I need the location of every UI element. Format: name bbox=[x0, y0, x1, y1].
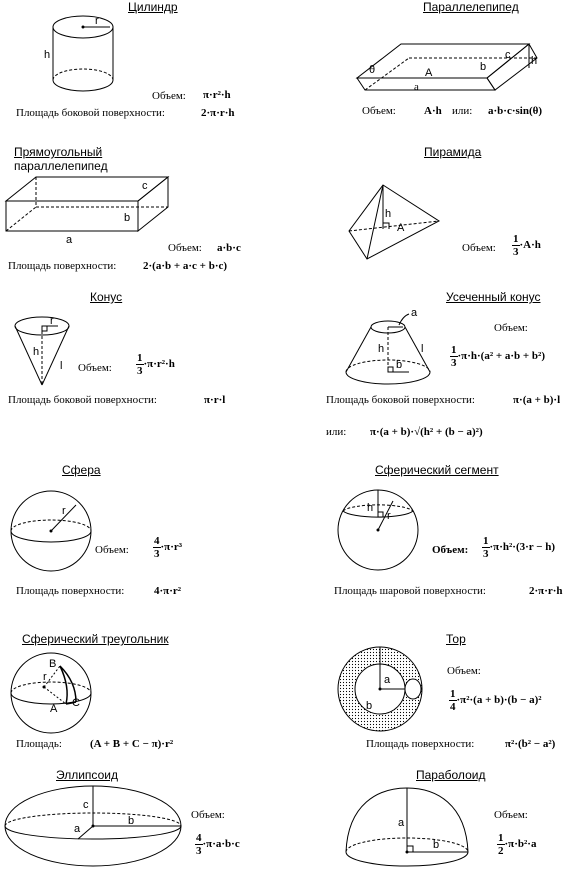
torus-frac-den: 4 bbox=[450, 701, 456, 713]
cylinder-volume-formula: π·r²·h bbox=[203, 89, 231, 101]
spherical-triangle-title: Сферический треугольник bbox=[22, 632, 169, 646]
frustum-b-label: b bbox=[396, 359, 403, 371]
ellipsoid-b-label: b bbox=[128, 815, 135, 827]
parallelepiped-or-label: или: bbox=[452, 105, 473, 117]
pyramid-volume-rest: ·A·h bbox=[519, 239, 541, 252]
frustum-volume-label: Объем: bbox=[494, 322, 528, 334]
box-b-label: b bbox=[124, 212, 131, 224]
sphere-volume-label: Объем: bbox=[95, 544, 129, 556]
pyramid-title: Пирамида bbox=[424, 145, 482, 159]
paraboloid-frac-num: 1 bbox=[498, 832, 504, 844]
box-diagram bbox=[4, 175, 174, 246]
segment-area-formula: 2·π·r·h bbox=[529, 585, 563, 597]
ellipsoid-title: Эллипсоид bbox=[56, 768, 118, 782]
spherical-triangle-area-formula: (A + B + C − π)·r² bbox=[90, 738, 174, 750]
segment-diagram bbox=[337, 489, 421, 573]
cone-diagram bbox=[12, 313, 82, 388]
spherical-triangle-B-label: B bbox=[49, 658, 57, 670]
paraboloid-b-label: b bbox=[433, 839, 440, 851]
segment-volume-rest: ·π·h²·(3·r − h) bbox=[489, 541, 556, 554]
frustum-volume-rest: ·π·h·(a² + a·b + b²) bbox=[457, 350, 546, 363]
box-area-label: Площадь поверхности: bbox=[8, 260, 117, 272]
cone-h-label: h bbox=[33, 346, 40, 358]
box-title-line2: параллелепипед bbox=[14, 159, 108, 173]
pyramid-h-label: h bbox=[385, 208, 392, 220]
frustum-title: Усеченный конус bbox=[446, 290, 541, 304]
sphere-frac-num: 4 bbox=[154, 535, 160, 547]
parallelepiped-formula2: a·b·c·sin(θ) bbox=[488, 105, 543, 117]
parallelepiped-a-label: a bbox=[414, 81, 419, 93]
pyramid-frac-den: 3 bbox=[513, 246, 519, 258]
cylinder-diagram bbox=[40, 10, 130, 100]
segment-r-label: r bbox=[387, 510, 391, 522]
pyramid-A-label: A bbox=[397, 222, 405, 234]
torus-a-label: a bbox=[384, 674, 391, 686]
segment-title: Сферический сегмент bbox=[375, 463, 499, 477]
torus-volume-label: Объем: bbox=[447, 665, 481, 677]
box-area-formula: 2·(a·b + a·c + b·c) bbox=[143, 260, 228, 272]
frustum-frac-den: 3 bbox=[451, 357, 457, 369]
parallelepiped-volume-label: Объем: bbox=[362, 105, 396, 117]
frustum-diagram bbox=[343, 308, 433, 388]
box-volume-label: Объем: bbox=[168, 242, 202, 254]
cone-l-label: l bbox=[60, 360, 63, 372]
box-c-label: c bbox=[142, 180, 148, 192]
sphere-title: Сфера bbox=[62, 463, 101, 477]
segment-volume-label: Объем: bbox=[432, 544, 469, 556]
parallelepiped-theta-label: θ bbox=[369, 64, 376, 76]
frustum-area-formula: π·(a + b)·l bbox=[513, 394, 561, 406]
sphere-frac-den: 3 bbox=[154, 548, 160, 560]
ellipsoid-a-label: a bbox=[74, 823, 81, 835]
parallelepiped-A-label: A bbox=[425, 67, 433, 79]
cone-area-formula: π·r·l bbox=[204, 394, 226, 406]
frustum-l-label: l bbox=[421, 343, 424, 355]
parallelepiped-title: Параллелепипед bbox=[423, 0, 519, 14]
frustum-frac-num: 1 bbox=[451, 344, 457, 356]
spherical-triangle-diagram bbox=[10, 652, 94, 736]
parallelepiped-diagram bbox=[355, 40, 545, 90]
ellipsoid-frac-num: 4 bbox=[196, 832, 202, 844]
torus-b-label: b bbox=[366, 700, 373, 712]
cone-frac-num: 1 bbox=[137, 352, 143, 364]
torus-title: Тор bbox=[446, 632, 466, 646]
sphere-volume-rest: ·π·r³ bbox=[160, 541, 183, 554]
cylinder-title: Цилиндр bbox=[128, 0, 178, 14]
torus-frac-num: 1 bbox=[450, 688, 456, 700]
sphere-area-formula: 4·π·r² bbox=[154, 585, 182, 597]
cone-frac-den: 3 bbox=[137, 365, 143, 377]
cylinder-h-label: h bbox=[44, 49, 51, 61]
sphere-r-label: r bbox=[62, 505, 66, 517]
cylinder-area-formula: 2·π·r·h bbox=[201, 107, 235, 119]
cone-volume-label: Объем: bbox=[78, 362, 112, 374]
spherical-triangle-A-label: A bbox=[50, 703, 58, 715]
torus-diagram bbox=[336, 645, 426, 735]
paraboloid-diagram bbox=[343, 784, 473, 870]
torus-volume-rest: ·π²·(a + b)·(b − a)² bbox=[456, 694, 542, 707]
parallelepiped-formula1: A·h bbox=[424, 105, 442, 117]
parallelepiped-b-label: b bbox=[480, 61, 487, 73]
frustum-a-label: a bbox=[411, 307, 418, 319]
box-a-label: a bbox=[66, 234, 73, 246]
segment-frac-num: 1 bbox=[483, 535, 489, 547]
ellipsoid-diagram bbox=[2, 784, 186, 870]
paraboloid-frac-den: 2 bbox=[498, 845, 504, 857]
frustum-area-label: Площадь боковой поверхности: bbox=[326, 394, 475, 406]
paraboloid-a-label: a bbox=[398, 817, 405, 829]
cone-title: Конус bbox=[90, 290, 123, 304]
paraboloid-volume-label: Объем: bbox=[494, 809, 528, 821]
paraboloid-title: Параболоид bbox=[416, 768, 486, 782]
frustum-area-formula2: π·(a + b)·√(h² + (b − a)²) bbox=[370, 426, 483, 438]
spherical-triangle-C-label: C bbox=[72, 697, 80, 709]
segment-h-label: h bbox=[367, 502, 374, 514]
segment-area-label: Площадь шаровой поверхности: bbox=[334, 585, 486, 597]
paraboloid-volume-rest: ·π·b²·a bbox=[504, 838, 537, 851]
torus-area-label: Площадь поверхности: bbox=[366, 738, 475, 750]
box-title-line1: Прямоугольный bbox=[14, 145, 103, 159]
parallelepiped-c-label: c bbox=[505, 49, 511, 61]
cylinder-area-label: Площадь боковой поверхности: bbox=[16, 107, 165, 119]
frustum-h-label: h bbox=[378, 343, 385, 355]
sphere-area-label: Площадь поверхности: bbox=[16, 585, 125, 597]
ellipsoid-frac-den: 3 bbox=[196, 845, 202, 857]
box-volume-formula: a·b·c bbox=[217, 242, 241, 254]
frustum-or-label: или: bbox=[326, 426, 347, 438]
ellipsoid-volume-label: Объем: bbox=[191, 809, 225, 821]
segment-frac-den: 3 bbox=[483, 548, 489, 560]
torus-area-formula: π²·(b² − a²) bbox=[505, 738, 556, 750]
spherical-triangle-area-label: Площадь: bbox=[16, 738, 62, 750]
ellipsoid-volume-rest: ·π·a·b·c bbox=[202, 838, 240, 851]
cylinder-volume-label: Объем: bbox=[152, 90, 186, 102]
pyramid-diagram bbox=[345, 183, 445, 263]
spherical-triangle-r-label: r bbox=[43, 671, 47, 683]
cone-r-label: r bbox=[50, 315, 54, 327]
cone-volume-rest: ·π·r²·h bbox=[143, 358, 175, 371]
pyramid-volume-label: Объем: bbox=[462, 242, 496, 254]
ellipsoid-c-label: c bbox=[83, 799, 89, 811]
cylinder-r-label: r bbox=[95, 15, 99, 27]
sphere-diagram bbox=[10, 490, 94, 574]
parallelepiped-h-label: h bbox=[531, 55, 538, 67]
pyramid-frac-num: 1 bbox=[513, 233, 519, 245]
cone-area-label: Площадь боковой поверхности: bbox=[8, 394, 157, 406]
